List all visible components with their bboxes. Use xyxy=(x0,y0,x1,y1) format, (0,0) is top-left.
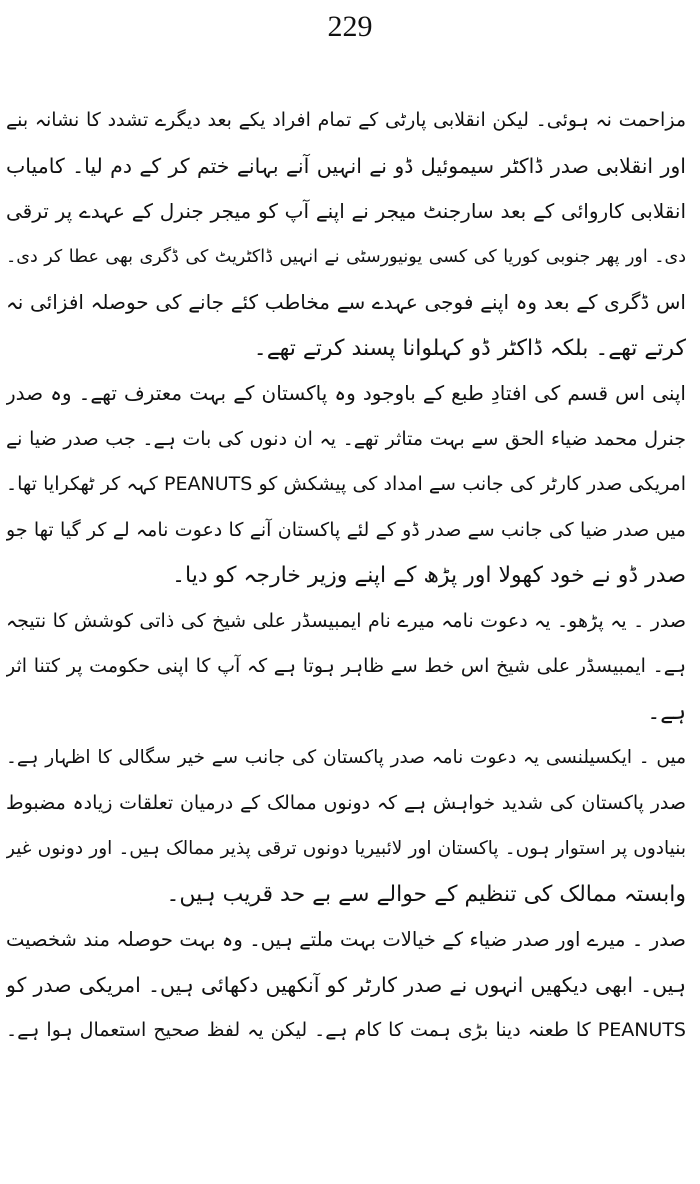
text-line: امریکی صدر کارٹر کی جانب سے امداد کی پیشکش کو PEANUTS کہہ کر ٹھکرایا تھا۔ xyxy=(6,473,687,495)
text-line: ہیں۔ ابھی دیکھیں انہوں نے صدر کارٹر کو آنکھیں دکھائی ہیں۔ امریکی صدر کو xyxy=(6,972,686,997)
text-line: میں ۔ ایکسیلنسی یہ دعوت نامہ صدر پاکستان کی جانب سے خیر سگالی کا اظہار ہے۔ xyxy=(6,747,686,768)
text-line: وابستہ ممالک کی تنظیم کے حوالے سے بے حد قریب ہیں۔ xyxy=(166,881,686,907)
page-number: 229 xyxy=(327,10,373,43)
text-line: صدر پاکستان کی شدید خواہش ہے کہ دونوں ممالک کے درمیان تعلقات زیادہ مضبوط xyxy=(6,791,686,814)
text-line: انقلابی کاروائی کے بعد سارجنٹ میجر نے اپنے آپ کو میجر جنرل کے عہدے پر ترقی xyxy=(6,199,686,223)
text-line: PEANUTS کا طعنہ دینا بڑی ہمت کا کام ہے۔ لیکن یہ لفظ صحیح استعمال ہوا ہے۔ xyxy=(6,1019,686,1041)
text-line: ہے۔ ایمبیسڈر علی شیخ اس خط سے ظاہر ہوتا ہے کہ آپ کا اپنی حکومت پر کتنا اثر xyxy=(6,655,686,677)
text-line: صدر ۔ یہ پڑھو۔ یہ دعوت نامہ میرے نام ایمبیسڈر علی شیخ کی ذاتی کوشش کا نتیجہ xyxy=(6,609,686,632)
text-line: اپنی اس قسم کی افتادِ طبع کے باوجود وہ پاکستان کے بہت معترف تھے۔ وہ صدر xyxy=(6,381,686,405)
text-line: اس ڈگری کے بعد وہ اپنے فوجی عہدے سے مخاطب کئے جانے کی حوصلہ افزائی نہ xyxy=(6,290,686,314)
text-line: جنرل محمد ضیاء الحق سے بہت متاثر تھے۔ یہ ان دنوں کی بات ہے۔ جب صدر ضیا نے xyxy=(6,427,686,450)
page-body-text xyxy=(6,98,694,1054)
text-line: میں صدر ضیا کی جانب سے صدر ڈو کے لئے پاکستان آنے کا دعوت نامہ لے کر گیا تھا جو xyxy=(6,518,686,541)
text-line: صدر ۔ میرے اور صدر ضیاء کے خیالات بہت ملتے ہیں۔ وہ بہت حوصلہ مند شخصیت xyxy=(6,928,686,951)
text-line: دی۔ اور پھر جنوبی کوریا کی کسی یونیورسٹی نے انہیں ڈاکٹریٹ کی ڈگری بھی عطا کر دی۔ xyxy=(6,246,686,267)
text-line: بنیادوں پر استوار ہوں۔ پاکستان اور لائبیریا دونوں ترقی پذیر ممالک ہیں۔ اور دونوں غیر xyxy=(6,838,686,859)
text-line: ہے۔ xyxy=(647,699,686,725)
text-line: کرتے تھے۔ بلکہ ڈاکٹر ڈو کہلوانا پسند کرتے تھے۔ xyxy=(253,335,686,361)
text-line: اور انقلابی صدر ڈاکٹر سیموئیل ڈو نے انہیں آنے بہانے ختم کر کے دم لیا۔ کامیاب xyxy=(6,153,686,178)
text-line: مزاحمت نہ ہوئی۔ لیکن انقلابی پارٹی کے تمام افراد یکے بعد دیگرے تشدد کا نشانہ بنے xyxy=(6,109,686,131)
text-line: صدر ڈو نے خود کھولا اور پڑھ کے اپنے وزیر خارجہ کو دیا۔ xyxy=(172,563,686,588)
